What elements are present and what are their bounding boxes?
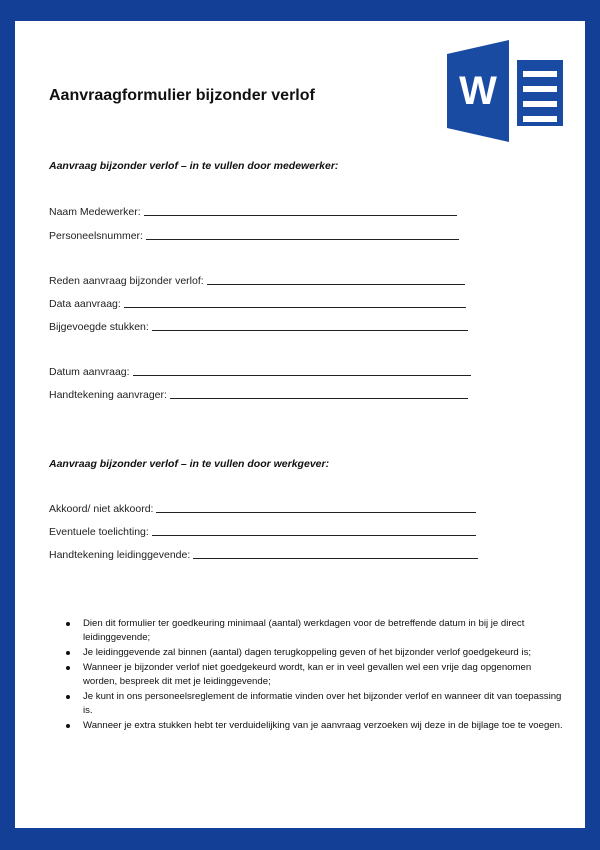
field-label: Eventuele toelichting: xyxy=(49,526,149,538)
attachments-field[interactable] xyxy=(49,321,468,333)
list-item: Dien dit formulier ter goedkeuring minimaal (aantal) werkdagen voor de betreffende datum in bij je direct leidinggevende; xyxy=(66,617,566,645)
input-line[interactable] xyxy=(146,238,459,240)
field-label: Handtekening aanvrager: xyxy=(49,389,167,401)
bullet-icon xyxy=(66,622,70,626)
applicant-signature-field[interactable] xyxy=(49,389,468,401)
input-line[interactable] xyxy=(193,557,478,559)
field-label: Akkoord/ niet akkoord: xyxy=(49,503,154,515)
input-line[interactable] xyxy=(152,534,476,536)
bullet-icon xyxy=(66,695,70,699)
input-line[interactable] xyxy=(144,214,457,216)
list-item: Je leidinggevende zal binnen (aantal) dagen terugkoppeling geven of het bijzonder verlof goedgekeurd is; xyxy=(66,646,566,660)
employer-section-heading: Aanvraag bijzonder verlof – in te vullen door werkgever: xyxy=(49,458,330,470)
list-item: Wanneer je bijzonder verlof niet goedgekeurd wordt, kan er in veel gevallen wel een vrije dag opgenomen worden, bespreek dit met je leidinggevende; xyxy=(66,661,566,689)
word-icon xyxy=(447,40,565,142)
field-label: Data aanvraag: xyxy=(49,298,121,310)
input-line[interactable] xyxy=(156,511,476,513)
approval-field[interactable] xyxy=(49,503,476,515)
manager-signature-field[interactable] xyxy=(49,549,478,561)
explanation-field[interactable] xyxy=(49,526,476,538)
bullet-icon xyxy=(66,724,70,728)
input-line[interactable] xyxy=(170,397,468,399)
page-title: Aanvraagformulier bijzonder verlof xyxy=(49,87,315,104)
field-label: Bijgevoegde stukken: xyxy=(49,321,149,333)
reason-field[interactable] xyxy=(49,275,465,287)
employee-name-field[interactable] xyxy=(49,206,457,218)
field-label: Reden aanvraag bijzonder verlof: xyxy=(49,275,204,287)
request-date-field[interactable] xyxy=(49,366,471,378)
field-label: Datum aanvraag: xyxy=(49,366,130,378)
employee-section-heading: Aanvraag bijzonder verlof – in te vullen door medewerker: xyxy=(49,160,339,172)
input-line[interactable] xyxy=(207,283,465,285)
word-icon-letter: W xyxy=(459,69,497,113)
bullet-icon xyxy=(66,666,70,670)
field-label: Handtekening leidinggevende: xyxy=(49,549,191,561)
request-dates-field[interactable] xyxy=(49,298,466,310)
field-label: Naam Medewerker: xyxy=(49,206,141,218)
field-label: Personeelsnummer: xyxy=(49,230,143,242)
input-line[interactable] xyxy=(133,374,471,376)
personnel-number-field[interactable] xyxy=(49,230,459,242)
instructions-list xyxy=(66,617,566,734)
list-item: Wanneer je extra stukken hebt ter verduidelijking van je aanvraag verzoeken wij deze in de bijlage toe te voegen. xyxy=(66,719,566,733)
list-item: Je kunt in ons personeelsreglement de informatie vinden over het bijzonder verlof en wanneer dit van toepassing is. xyxy=(66,690,566,718)
bullet-icon xyxy=(66,651,70,655)
input-line[interactable] xyxy=(124,306,466,308)
input-line[interactable] xyxy=(152,329,468,331)
